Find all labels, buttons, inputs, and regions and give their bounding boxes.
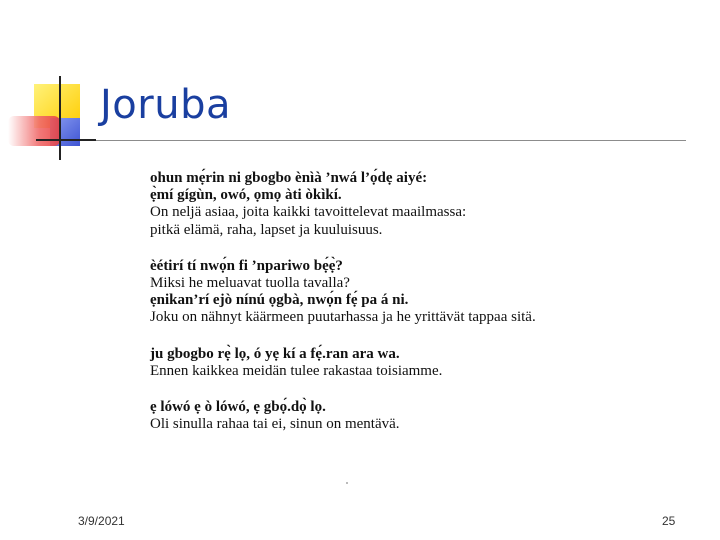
scanned-poem bbox=[150, 170, 655, 470]
yoruba-line: ẹnikan’rí ejò nínú ọgbà, nwọ́n fẹ́ pa á ni. bbox=[150, 292, 409, 309]
slide-title: Joruba bbox=[100, 82, 231, 128]
stanza-4 bbox=[150, 399, 655, 433]
stanza-3 bbox=[150, 346, 655, 380]
yoruba-line: èétirí tí nwọ́n fi ’npariwo bẹ́ẹ̀? bbox=[150, 257, 343, 274]
yoruba-line: ẹ̀mí gígùn, owó, ọmọ àti òkìkí. bbox=[150, 187, 342, 204]
page-number: 25 bbox=[662, 514, 676, 528]
finnish-line: Oli sinulla rahaa tai ei, sinun on mentävä. bbox=[150, 416, 400, 433]
footer-date: 3/9/2021 bbox=[78, 514, 125, 528]
finnish-line: On neljä asiaa, joita kaikki tavoittelevat maailmassa: bbox=[150, 204, 467, 221]
yoruba-line: ohun mẹ́rin ni gbogbo ènìà ’nwá l’ọ́dẹ aiyé: bbox=[150, 170, 428, 186]
slide-decoration bbox=[0, 0, 100, 170]
yoruba-line: ju gbogbo rẹ̀ lọ, ó yẹ kí a fẹ́.ran ara wa. bbox=[150, 345, 400, 362]
finnish-line: pitkä elämä, raha, lapset ja kuuluisuus. bbox=[150, 221, 383, 238]
finnish-line: Joku on nähnyt käärmeen puutarhassa ja he yrittävät tappaa sitä. bbox=[150, 309, 536, 326]
yoruba-line: ẹ lówó ẹ ò lówó, ẹ gbọ́.dọ̀ lọ. bbox=[150, 399, 326, 416]
scan-speck bbox=[346, 482, 348, 484]
stanza-2 bbox=[150, 258, 655, 327]
finnish-line: Miksi he meluavat tuolla tavalla? bbox=[150, 275, 350, 292]
stanza-1 bbox=[150, 170, 655, 239]
title-divider bbox=[96, 140, 686, 141]
finnish-line: Ennen kaikkea meidän tulee rakastaa toisiamme. bbox=[150, 362, 443, 379]
red-bar bbox=[8, 116, 60, 146]
